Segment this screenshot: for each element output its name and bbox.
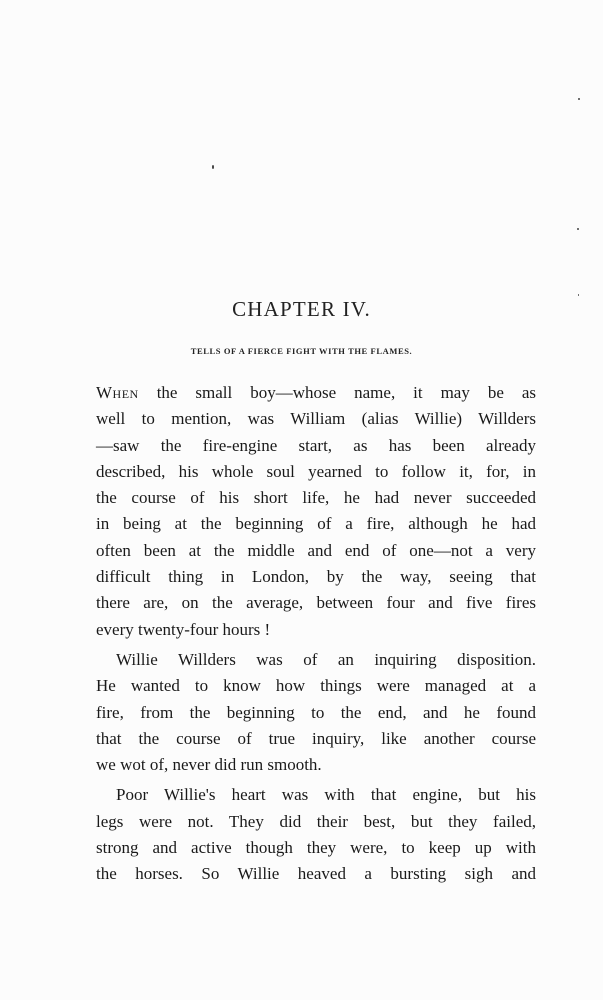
ink-speck [578, 294, 579, 296]
text-line: strong and active though they were, to keep up with [96, 838, 536, 858]
text-line: we wot of, never did run smooth. [96, 755, 322, 775]
text-line: there are, on the average, between four and five fires [96, 593, 536, 613]
ink-speck [212, 165, 214, 169]
paragraph [96, 380, 536, 643]
text-line: in being at the beginning of a fire, although he had [96, 514, 536, 534]
text-line: described, his whole soul yearned to follow it, for, in [96, 461, 536, 481]
text-line: every twenty-four hours ! [96, 619, 271, 639]
text-line: that the course of true inquiry, like another course [96, 728, 536, 748]
chapter-subtitle: TELLS OF A FIERCE FIGHT WITH THE FLAMES. [190, 346, 413, 356]
paragraph [96, 647, 536, 778]
text-line: He wanted to know how things were managed at a [96, 676, 536, 696]
ink-speck [578, 98, 580, 100]
text-line: Poor Willie's heart was with that engine, but his [116, 785, 536, 805]
text-line: the horses. So Willie heaved a bursting sigh and [96, 864, 536, 884]
text-line: difficult thing in London, by the way, seeing that [96, 567, 536, 587]
paragraph [96, 782, 536, 887]
text-line [96, 380, 536, 406]
line-rest: the small boy—whose name, it may be as [138, 383, 536, 402]
chapter-title: CHAPTER IV. [232, 297, 371, 321]
text-line: often been at the middle and end of one—not a very [96, 540, 536, 560]
text-line: the course of his short life, he had never succeeded [96, 488, 536, 508]
text-line: —saw the fire-engine start, as has been already [96, 435, 536, 455]
text-line: well to mention, was William (alias Willie) Willders [96, 409, 536, 429]
text-line: Willie Willders was of an inquiring disposition. [116, 649, 536, 669]
body-text [96, 380, 536, 888]
drop-word: When [96, 383, 139, 402]
ink-speck [577, 228, 579, 230]
text-line: fire, from the beginning to the end, and he found [96, 702, 536, 722]
text-line: legs were not. They did their best, but they failed, [96, 811, 536, 831]
